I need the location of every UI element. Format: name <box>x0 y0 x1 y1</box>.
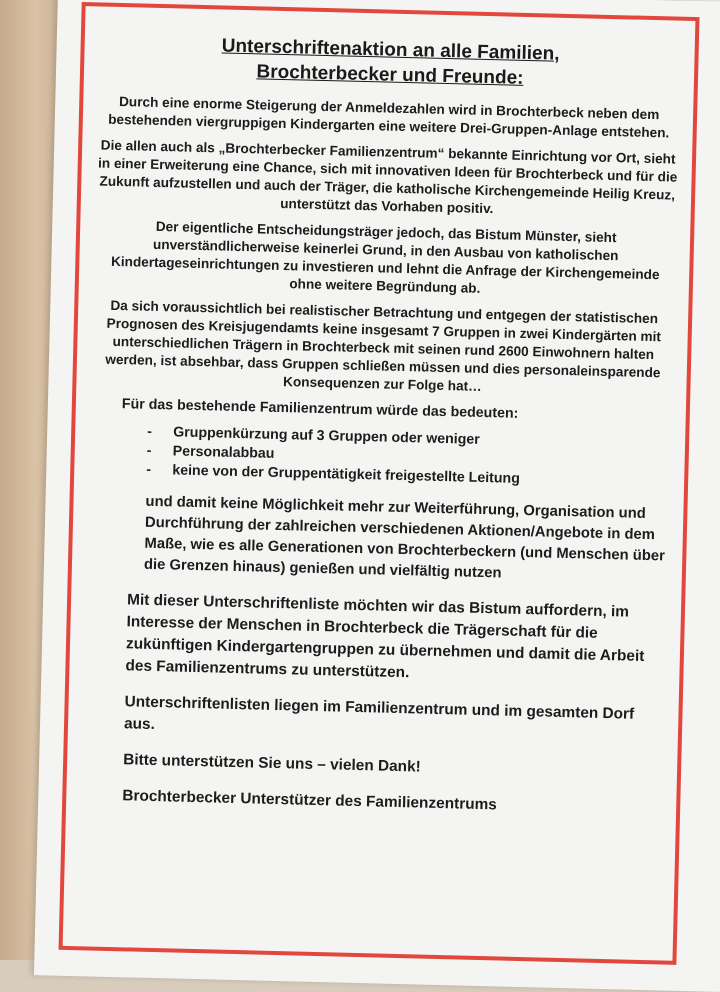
paragraph-bistum: Der eigentliche Entscheidungsträger jedoch, das Bistum Münster, sieht unverständlicherweise keinerlei Grund, in den Ausbau von katholischen Kindertageseinrichtungen zu investieren und lehnt die Anfrage der Kirchengemeinde ohne weitere Begründung ab. <box>110 218 660 296</box>
title-line-1: Unterschriftenaktion an alle Familien, <box>221 35 560 65</box>
paragraph-prognose: Da sich voraussichtlich bei realistischer Betrachtung und entgegen der statistischen Prognosen des Kreisjugendamts keine insgesamt 7 Gruppen in zwei Kindergärten mit unterschiedlichen Trägern in Brochterbeck mit seinen rund 2600 Einwohnern halten werden, ist absehbar, dass Gruppen schließen müssen und dies personaleinsparende Konsequenzen zur Folge hat… <box>105 297 662 394</box>
list-item: - Gruppenkürzung auf 3 Gruppen oder weniger <box>147 423 671 455</box>
list-item: - Personalabbau <box>147 442 671 474</box>
thanks-line: Bitte unterstützen Sie uns – vielen Dank! <box>122 751 421 776</box>
paragraph-intro: Durch eine enorme Steigerung der Anmeldezahlen wird in Brochterbeck neben dem bestehenden viergruppigen Kindergarten eine weitere Drei-Gruppen-Anlage entstehen. <box>108 93 670 141</box>
title-line-2: Brochterbecker und Freunde: <box>256 61 524 89</box>
list-intro: Für das bestehende Familienzentrum würde das bedeuten: <box>121 396 519 422</box>
flyer-content <box>82 31 681 835</box>
signature-line: Brochterbecker Unterstützer des Familienzentrums <box>122 787 498 814</box>
paragraph-lists-location: Unterschriftenlisten liegen im Familienzentrum und im gesamten Dorf aus. <box>123 693 635 734</box>
flyer-paper <box>34 0 720 992</box>
paragraph-appeal: Mit dieser Unterschriftenliste möchten wir das Bistum auffordern, im Interesse der Menschen in Brochterbeck die Trägerschaft für die zukünftigen Kindergartengruppen zu übernehmen und damit die Arbeit des Familienzentrums zu unterstützen. <box>125 591 645 682</box>
consequence-list <box>90 421 671 492</box>
list-item: - keine von der Gruppentätigkeit freigestellte Leitung <box>146 461 670 493</box>
paragraph-consequence: und damit keine Möglichkeit mehr zur Weiterführung, Organisation und Durchführung der zahlreichen verschiedenen Aktionen/Angebote in dem Maße, wie es alle Generationen von Brochterbeckern (und Menschen über die Grenzen hinaus) genießen und vielfältig nutzen <box>143 493 666 582</box>
paragraph-familienzentrum: Die allen auch als „Brochterbecker Familienzentrum“ bekannte Einrichtung vor Ort, sieht in einer Erweiterung eine Chance, sich mit innovativen Ideen für Brochterbeck und für die Zukunft aufzustellen und auch der Träger, die katholische Kirchengemeinde Heilig Kreuz, unterstützt das Vorhaben positiv. <box>97 137 678 217</box>
